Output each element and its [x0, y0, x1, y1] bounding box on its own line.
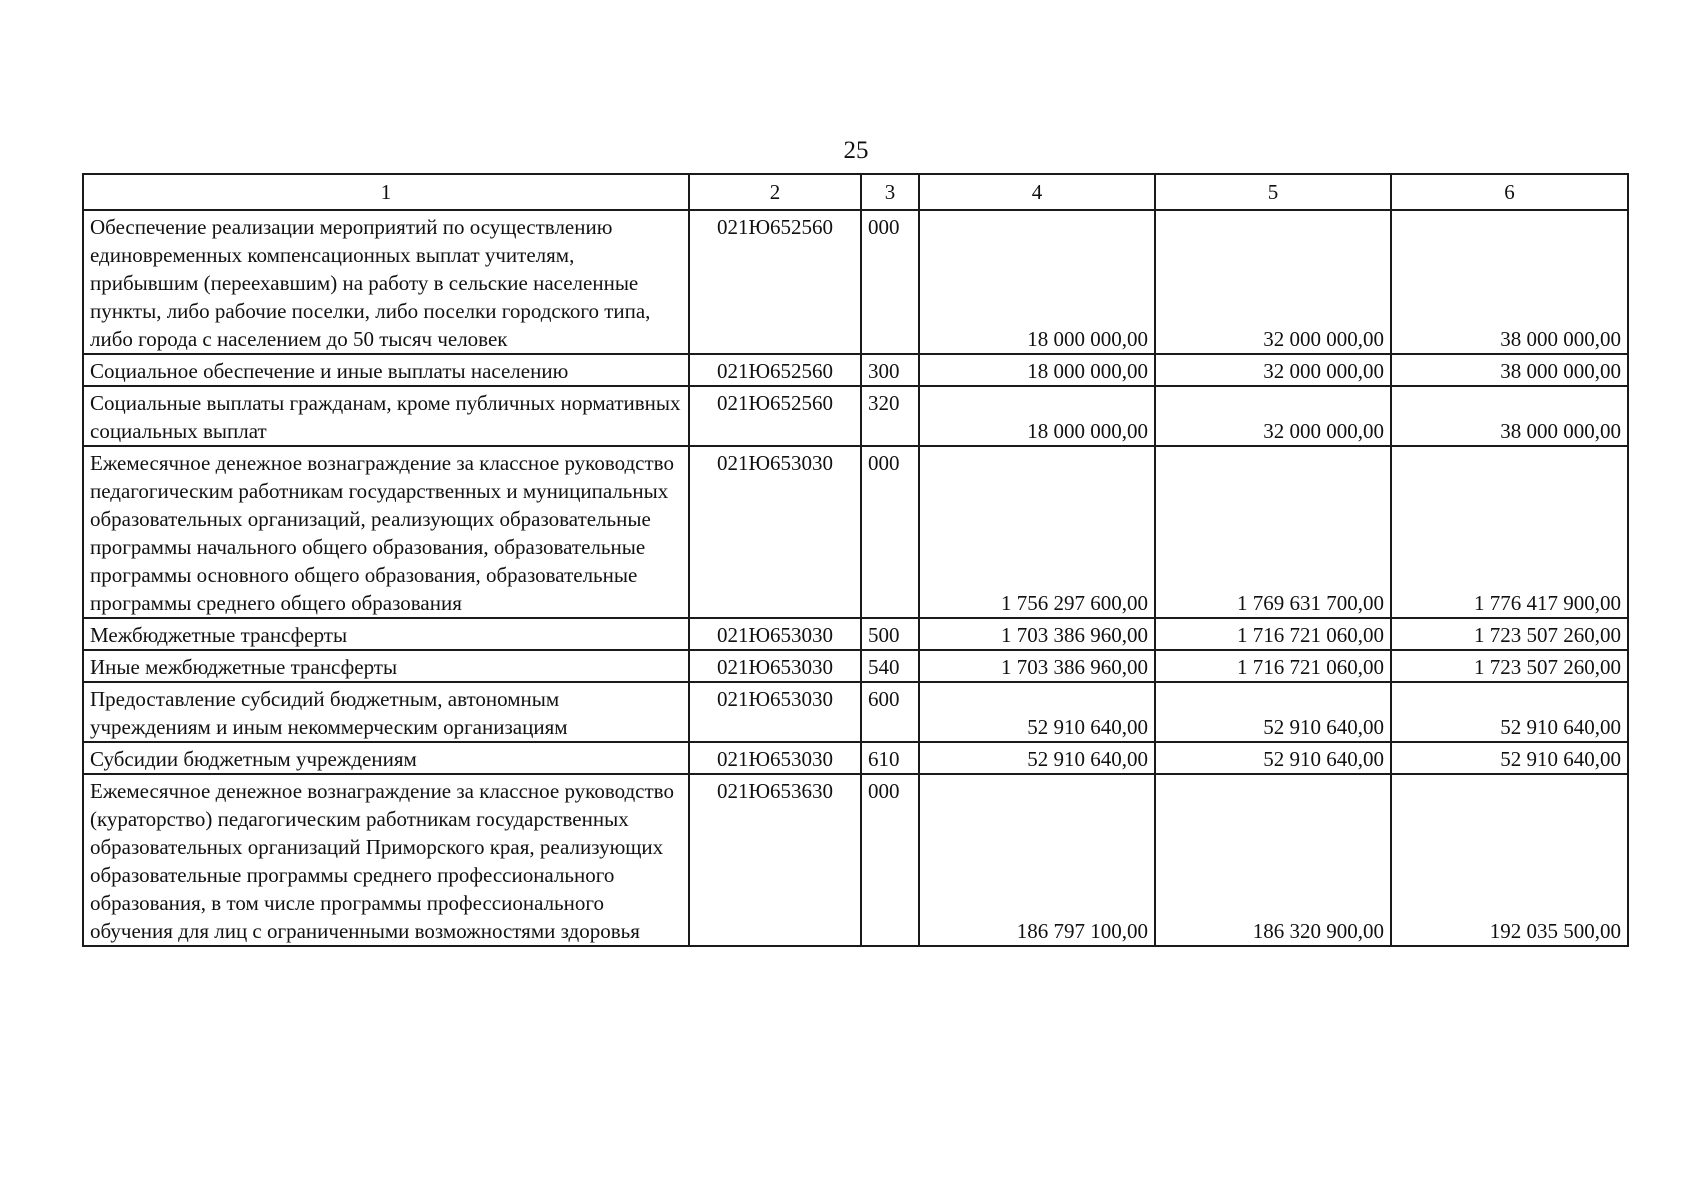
row-name: Межбюджетные трансферты	[83, 618, 689, 650]
row-value-col5: 1 716 721 060,00	[1155, 618, 1391, 650]
row-name: Ежемесячное денежное вознаграждение за классное руководство педагогическим работникам государственных и муниципальных образовательных организаций, реализующих образовательные программы начального общего образования, образовательные программы основного общего образования, образовательные программы среднего общего образования	[83, 446, 689, 618]
column-header-6: 6	[1391, 174, 1628, 210]
row-value-col4: 1 756 297 600,00	[919, 446, 1155, 618]
row-target-code: 021Ю653030	[689, 742, 861, 774]
row-value-col6: 38 000 000,00	[1391, 386, 1628, 446]
column-header-1: 1	[83, 174, 689, 210]
row-value-col6: 52 910 640,00	[1391, 682, 1628, 742]
row-expense-kind: 600	[861, 682, 919, 742]
row-expense-kind: 610	[861, 742, 919, 774]
row-value-col4: 18 000 000,00	[919, 354, 1155, 386]
row-value-col4: 1 703 386 960,00	[919, 650, 1155, 682]
row-target-code: 021Ю652560	[689, 386, 861, 446]
row-expense-kind: 300	[861, 354, 919, 386]
row-target-code: 021Ю653030	[689, 650, 861, 682]
row-value-col5: 32 000 000,00	[1155, 386, 1391, 446]
row-value-col5: 1 769 631 700,00	[1155, 446, 1391, 618]
row-expense-kind: 500	[861, 618, 919, 650]
row-value-col5: 52 910 640,00	[1155, 682, 1391, 742]
row-expense-kind: 000	[861, 774, 919, 946]
column-header-4: 4	[919, 174, 1155, 210]
row-value-col6: 38 000 000,00	[1391, 354, 1628, 386]
row-expense-kind: 540	[861, 650, 919, 682]
row-value-col5: 32 000 000,00	[1155, 354, 1391, 386]
row-expense-kind: 320	[861, 386, 919, 446]
budget-table	[82, 173, 1629, 947]
table-header-row	[83, 174, 1628, 210]
table-row	[83, 210, 1628, 354]
row-value-col4: 1 703 386 960,00	[919, 618, 1155, 650]
row-target-code: 021Ю653030	[689, 446, 861, 618]
table-row	[83, 354, 1628, 386]
column-header-3: 3	[861, 174, 919, 210]
row-expense-kind: 000	[861, 446, 919, 618]
row-expense-kind: 000	[861, 210, 919, 354]
row-target-code: 021Ю652560	[689, 210, 861, 354]
table-row	[83, 650, 1628, 682]
row-value-col6: 192 035 500,00	[1391, 774, 1628, 946]
row-value-col4: 18 000 000,00	[919, 386, 1155, 446]
table-row	[83, 386, 1628, 446]
row-value-col5: 32 000 000,00	[1155, 210, 1391, 354]
row-value-col4: 52 910 640,00	[919, 682, 1155, 742]
row-target-code: 021Ю652560	[689, 354, 861, 386]
row-name: Иные межбюджетные трансферты	[83, 650, 689, 682]
row-name: Социальное обеспечение и иные выплаты населению	[83, 354, 689, 386]
table-row	[83, 446, 1628, 618]
table-row	[83, 682, 1628, 742]
table-row	[83, 618, 1628, 650]
row-value-col6: 1 723 507 260,00	[1391, 618, 1628, 650]
row-value-col6: 1 723 507 260,00	[1391, 650, 1628, 682]
row-name: Субсидии бюджетным учреждениям	[83, 742, 689, 774]
row-value-col6: 38 000 000,00	[1391, 210, 1628, 354]
row-value-col5: 186 320 900,00	[1155, 774, 1391, 946]
row-value-col4: 186 797 100,00	[919, 774, 1155, 946]
row-name: Ежемесячное денежное вознаграждение за классное руководство (кураторство) педагогическим работникам государственных образовательных организаций Приморского края, реализующих образовательные программы среднего профессионального образования, в том числе программы профессионального обучения для лиц с ограниченными возможностями здоровья	[83, 774, 689, 946]
row-value-col6: 52 910 640,00	[1391, 742, 1628, 774]
row-target-code: 021Ю653630	[689, 774, 861, 946]
table-row	[83, 774, 1628, 946]
row-value-col6: 1 776 417 900,00	[1391, 446, 1628, 618]
page-number: 25	[843, 137, 869, 164]
row-value-col5: 1 716 721 060,00	[1155, 650, 1391, 682]
row-value-col5: 52 910 640,00	[1155, 742, 1391, 774]
row-name: Социальные выплаты гражданам, кроме публичных нормативных социальных выплат	[83, 386, 689, 446]
row-name: Предоставление субсидий бюджетным, автономным учреждениям и иным некоммерческим организациям	[83, 682, 689, 742]
row-value-col4: 52 910 640,00	[919, 742, 1155, 774]
column-header-5: 5	[1155, 174, 1391, 210]
column-header-2: 2	[689, 174, 861, 210]
row-value-col4: 18 000 000,00	[919, 210, 1155, 354]
row-target-code: 021Ю653030	[689, 618, 861, 650]
row-name: Обеспечение реализации мероприятий по осуществлению единовременных компенсационных выплат учителям, прибывшим (переехавшим) на работу в сельские населенные пункты, либо рабочие поселки, либо поселки городского типа, либо города с населением до 50 тысяч человек	[83, 210, 689, 354]
row-target-code: 021Ю653030	[689, 682, 861, 742]
table-row	[83, 742, 1628, 774]
